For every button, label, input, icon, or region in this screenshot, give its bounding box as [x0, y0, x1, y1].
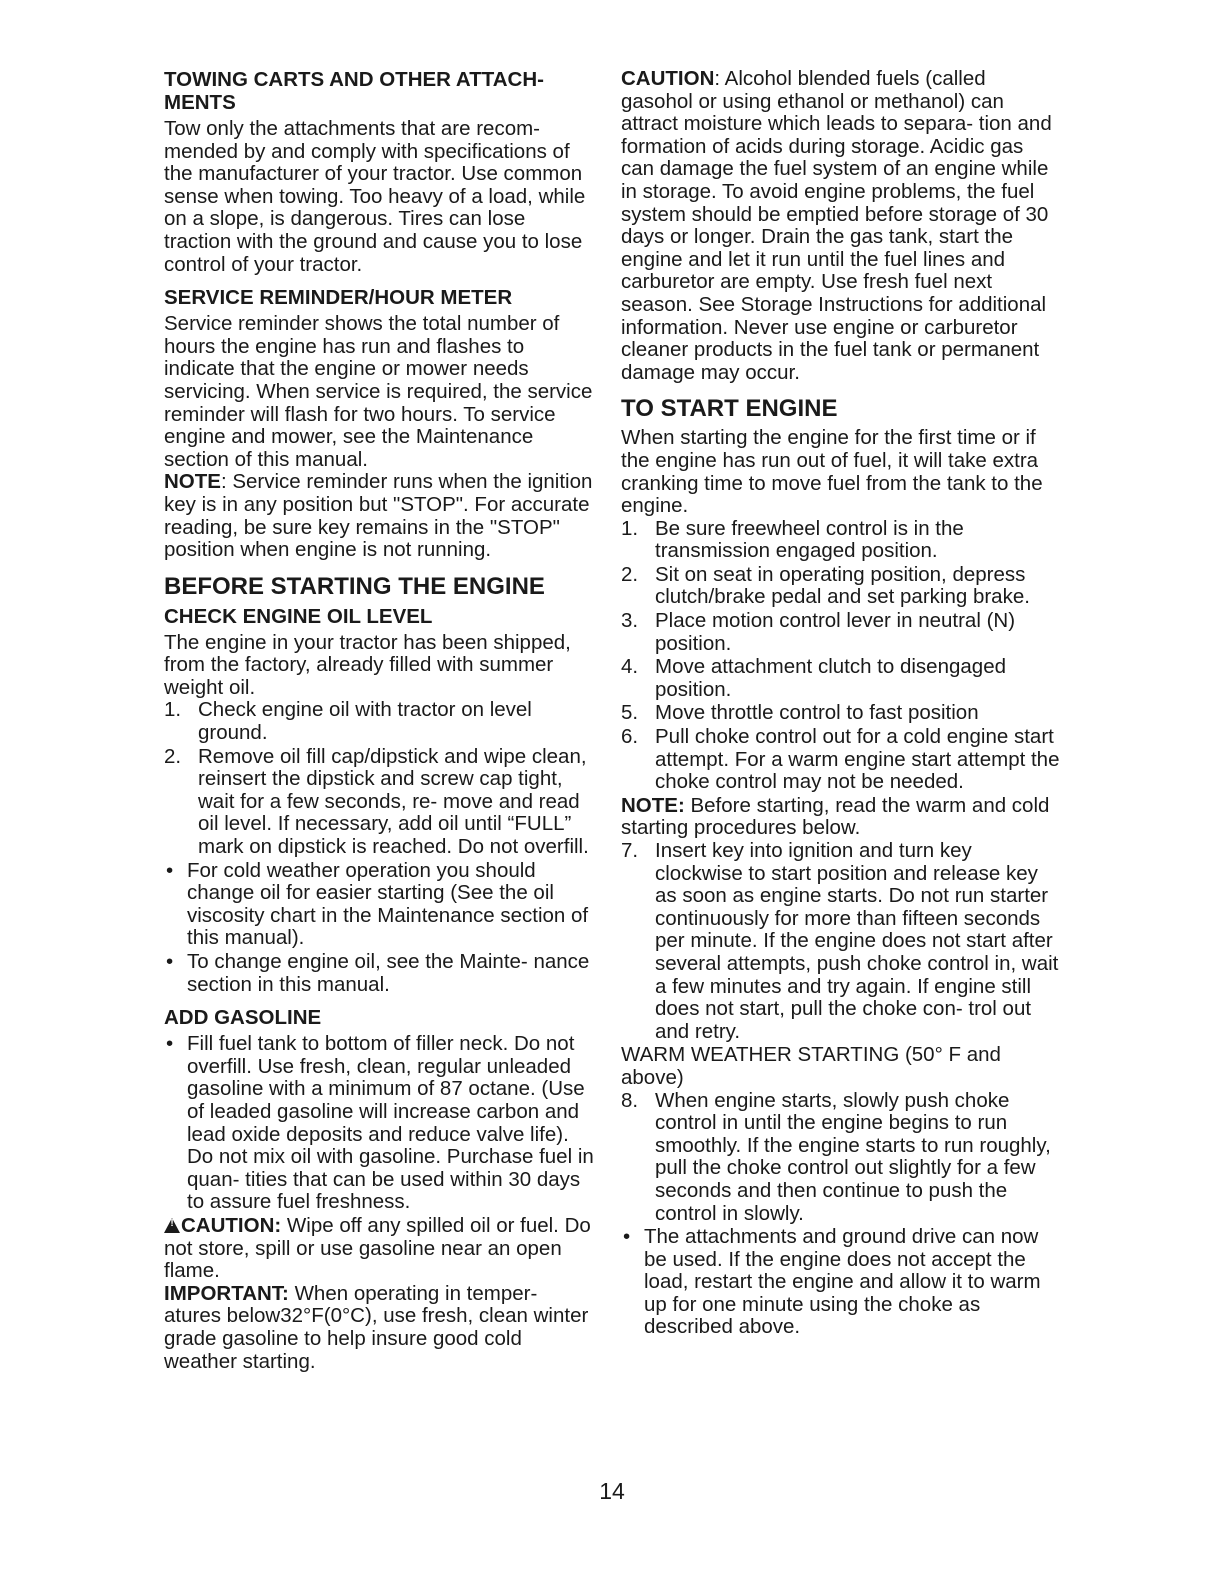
start-note-label: NOTE:: [621, 793, 685, 817]
caution-label: CAUTION:: [181, 1213, 282, 1237]
towing-heading: [164, 68, 596, 114]
service-note: [164, 471, 596, 561]
towing-body: Tow only the attachments that are recom- mended by and comply with specifications of the manufacturer of your tractor. Use common sense when towing. Too heavy of a load, while on a slope, is dangerous. Tires can lose traction with the ground and cause you to lose control of your tractor.: [164, 117, 586, 276]
check-oil-steps: [164, 699, 596, 858]
start-note-text: Before starting, read the warm and cold starting procedures below.: [621, 793, 1050, 840]
start-note: [621, 795, 1061, 840]
step-number: 5.: [621, 701, 639, 725]
fuel-caution-label: CAUTION: [621, 67, 715, 90]
service-note-label: NOTE: [164, 470, 221, 494]
list-item: [164, 1033, 596, 1214]
warm-weather-heading: WARM WEATHER STARTING (50° F and above): [621, 1043, 1001, 1089]
bullet-icon: •: [166, 858, 174, 882]
fuel-caution-text: : Alcohol blended fuels (called gasohol or using ethanol or methanol) can attract moisture which leads to separa- tion and formation of acids during storage. Acidic gas can damage the fuel system of an engine while in storage. To avoid engine problems, the fuel system should be emptied before storage of 30 days or longer. Drain the gas tank, start the engine and let it run until the fuel lines and carburetor are empty. Use fresh fuel next season. See Storage Instructions for additional information. Never use engine or carburetor cleaner products in the fuel tank or permanent damage may occur.: [621, 67, 1052, 384]
right-column: [621, 68, 1061, 1340]
gasoline-important: [164, 1283, 596, 1373]
bullet-icon: •: [166, 1032, 174, 1056]
step-text: Place motion control lever in neutral (N) position.: [655, 609, 1016, 655]
important-label: IMPORTANT:: [164, 1281, 289, 1305]
step-number: 7.: [621, 839, 639, 862]
important-text: When operating in temper- atures below32°F(0°C), use fresh, clean winter grade gasoline to help insure good cold weather starting.: [164, 1281, 589, 1373]
fuel-caution: [621, 68, 1061, 384]
step-number: 3.: [621, 609, 639, 633]
bullet-icon: •: [166, 950, 174, 973]
list-item: [621, 1226, 1061, 1339]
service-heading: SERVICE REMINDER/HOUR METER: [164, 286, 513, 310]
step-text: Check engine oil with tractor on level ground.: [198, 698, 532, 745]
step-number: 1.: [164, 698, 182, 722]
step-text: Insert key into ignition and turn key clockwise to start position and release key as soon as engine starts. Do not run starter continuously for more than fifteen seconds per minute. If the engine does not start after several attempts, push choke control in, wait a few minutes and try again. If engine still does not start, pull the choke con- trol out and retry.: [655, 839, 1059, 1043]
start-step-7: [621, 840, 1061, 1043]
list-item: [621, 840, 1061, 1043]
list-item: [621, 610, 1061, 655]
step-number: 6.: [621, 725, 639, 749]
list-item: [621, 564, 1061, 609]
start-steps: [621, 518, 1061, 794]
left-column: [164, 68, 596, 1373]
step-text: Move throttle control to fast position: [655, 701, 979, 725]
start-bullets: [621, 1226, 1061, 1339]
service-body: Service reminder shows the total number of hours the engine has run and flashes to indicate that the engine or mower needs servicing. When service is required, the service reminder will flash for two hours. To service engine and mower, see the Maintenance section of this manual.: [164, 312, 593, 471]
step-number: 2.: [164, 744, 182, 768]
bullet-text: Fill fuel tank to bottom of filler neck. Do not overfill. Use fresh, clean, regular unleaded gasoline with a minimum of 87 octane. (Use of leaded gasoline will increase carbon and lead oxide deposits and reduce valve life). Do not mix oil with gasoline. Purchase fuel in quan- tities that can be used within 30 days to assure fuel freshness.: [187, 1032, 594, 1214]
list-item: [164, 746, 596, 859]
step-number: 1.: [621, 516, 639, 540]
check-oil-intro: The engine in your tractor has been shipped, from the factory, already filled with summer weight oil.: [164, 630, 571, 699]
bullet-text: The attachments and ground drive can now be used. If the engine does not accept the load, restart the engine and allow it to warm up for one minute using the choke as described above.: [644, 1225, 1041, 1339]
towing-heading-line2: MENTS: [164, 91, 236, 114]
list-item: [164, 860, 596, 950]
check-oil-heading: CHECK ENGINE OIL LEVEL: [164, 604, 433, 628]
gasoline-caution: [164, 1215, 596, 1283]
list-item: [621, 726, 1061, 794]
list-item: [164, 699, 596, 744]
oil-bullets: [164, 860, 596, 997]
start-engine-intro: When starting the engine for the first time or if the engine has run out of fuel, it will take extra cranking time to move fuel from the tank to the engine.: [621, 426, 1043, 518]
list-item: [621, 518, 1061, 563]
bullet-icon: •: [623, 1225, 631, 1249]
bullet-text: For cold weather operation you should change oil for easier starting (See the oil viscosity chart in the Maintenance section of this manual).: [187, 858, 589, 950]
add-gasoline-heading: ADD GASOLINE: [164, 1006, 322, 1030]
step-text: When engine starts, slowly push choke control in until the engine begins to run smoothly. If the engine starts to run roughly, pull the choke control out slightly for a few seconds and then continue to push the control in slowly.: [655, 1088, 1051, 1225]
caution-text: Wipe off any spilled oil or fuel. Do not store, spill or use gasoline near an open flame.: [164, 1213, 591, 1283]
before-starting-heading: BEFORE STARTING THE ENGINE: [164, 572, 545, 600]
list-item: [621, 702, 1061, 725]
warning-triangle-icon: !: [164, 1215, 181, 1238]
start-engine-heading: TO START ENGINE: [621, 395, 838, 423]
list-item: [621, 1090, 1061, 1226]
step-text: Be sure freewheel control is in the transmission engaged position.: [655, 516, 964, 563]
list-item: [621, 656, 1061, 701]
step-text: Remove oil fill cap/dipstick and wipe clean, reinsert the dipstick and screw cap tight, wait for a few seconds, re- move and read oil level. If necessary, add oil until “FULL” mark on dipstick is reached. Do not overfill.: [198, 744, 589, 859]
gasoline-bullets: [164, 1033, 596, 1214]
start-step-8: [621, 1090, 1061, 1226]
step-text: Move attachment clutch to disengaged position.: [655, 655, 1006, 701]
service-note-text: : Service reminder runs when the ignition key is in any position but "STOP". For accurate reading, be sure key remains in the "STOP" position when engine is not running.: [164, 470, 593, 562]
step-text: Pull choke control out for a cold engine start attempt. For a warm engine start attempt the choke control may not be needed.: [655, 725, 1060, 794]
list-item: [164, 951, 596, 996]
step-number: 8.: [621, 1088, 639, 1112]
step-number: 2.: [621, 562, 639, 586]
towing-heading-line1: TOWING CARTS AND OTHER ATTACH-: [164, 68, 544, 91]
step-number: 4.: [621, 655, 639, 679]
bullet-text: To change engine oil, see the Mainte- nance section in this manual.: [187, 950, 590, 996]
step-text: Sit on seat in operating position, depress clutch/brake pedal and set parking brake.: [655, 562, 1030, 609]
page-number: 14: [599, 1478, 625, 1504]
